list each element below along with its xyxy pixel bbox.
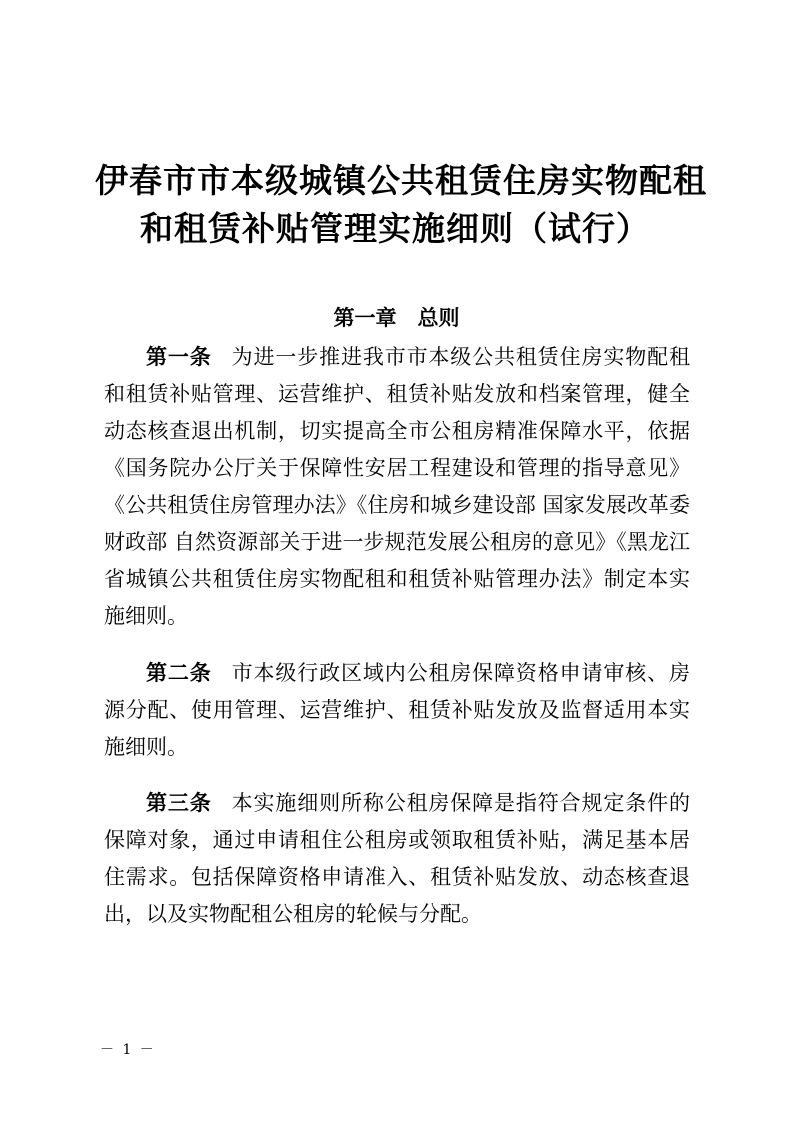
article-paragraph [104,655,690,766]
article-number: 第一条 [146,345,212,369]
chapter-heading: 第一章 总则 [333,306,460,330]
title-line-2: 和租赁补贴管理实施细则（试行） [140,209,650,248]
article-paragraph [104,339,690,635]
article-text: 本实施细则所称公租房保障是指符合规定条件的保障对象，通过申请租住公租房或领取租赁补贴，满足基本居住需求。包括保障资格申请准入、租赁补贴发放、动态核查退出，以及实物配租公租房的轮候与分配。 [104,791,690,926]
page-number: － 1 － [100,1042,156,1058]
document-title [95,157,707,253]
article-text: 为进一步推进我市市本级公共租赁住房实物配租和租赁补贴管理、运营维护、租赁补贴发放和档案管理，健全动态核查退出机制，切实提高全市公租房精准保障水平，依据《国务院办公厅关于保障性安居工程建设和管理的指导意见》《公共租赁住房管理办法》《住房和城乡建设部 国家发展改革委 财政部 自然资源部关于进一步规范发展公租房的意见》《黑龙江省城镇公共租赁住房实物配租和租赁补贴管理办法》制定本实施细则。 [104,345,690,628]
article-number: 第三条 [146,791,212,815]
article-number: 第二条 [146,661,212,685]
article-text: 市本级行政区域内公租房保障资格申请审核、房源分配、使用管理、运营维护、租赁补贴发放及监督适用本实施细则。 [104,661,690,759]
article-paragraph [104,785,690,933]
title-line-1: 伊春市市本级城镇公共租赁住房实物配租 [95,161,707,200]
